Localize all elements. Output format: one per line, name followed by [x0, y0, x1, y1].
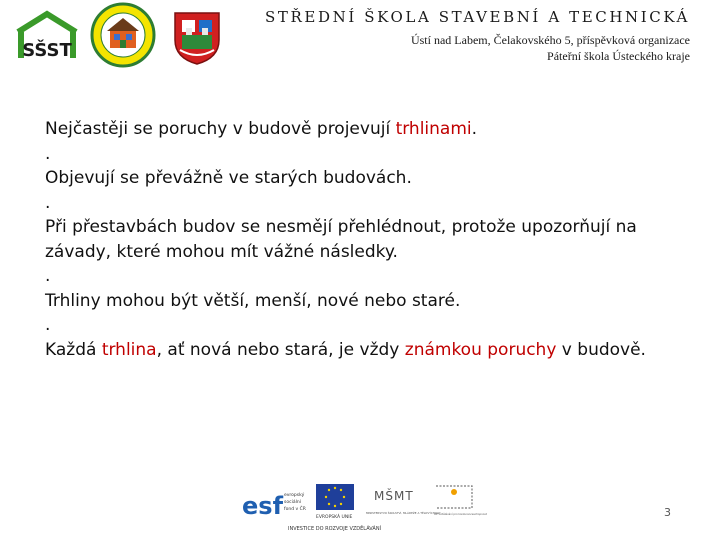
eu-flag-logo: [316, 484, 354, 520]
esf-logo: [242, 491, 306, 520]
school-address: Ústí nad Labem, Čelakovského 5, příspěvková organizace: [410, 33, 690, 47]
eu-text: EVROPSKÁ UNIE: [316, 515, 353, 520]
school-network: Páteřní škola Ústeckého kraje: [547, 49, 690, 63]
esf-text: esf: [242, 492, 284, 520]
paragraph-5: [45, 338, 685, 363]
op-vk-logo: [434, 486, 487, 516]
msmt-sub: MINISTERSTVO ŠKOLSTVÍ, MLÁDEŽE A TĚLOVÝCHOVY: [366, 511, 441, 515]
msmt-text: MŠMT: [374, 489, 414, 503]
highlight-crack: trhlina: [101, 339, 157, 360]
school-info: [411, 32, 690, 64]
esf-sub-1: evropský: [284, 493, 305, 498]
separator-dot: .: [45, 266, 51, 286]
school-name: STŘEDNÍ ŠKOLA STAVEBNÍ A TECHNICKÁ: [265, 8, 690, 26]
paragraph-4: Trhliny mohou být větší, menší, nové nebo staré.: [45, 290, 461, 311]
text: Každá: [45, 339, 102, 360]
paragraph-3: Při přestavbách budov se nesmějí přehlédnout, protože upozorňují na závady, které mohou mít vážné následky.: [45, 217, 637, 262]
highlight-defect-sign: známkou poruchy: [404, 339, 557, 360]
esf-sub-2: sociální: [284, 500, 301, 505]
logo-text: SŠST: [22, 40, 72, 61]
separator-dot: .: [45, 192, 51, 213]
separator-dot: .: [45, 315, 51, 335]
slide-header: [0, 0, 720, 80]
text: Nejčastěji se poruchy v budově projevují: [45, 119, 396, 139]
separator-dot: .: [45, 143, 51, 164]
house-logo-icon: [14, 10, 80, 62]
paragraph-1: [45, 117, 685, 142]
text: v budově.: [556, 339, 646, 360]
footer-slogan: INVESTICE DO ROZVOJE VZDĚLÁVÁNÍ: [288, 526, 382, 532]
text: , ať nová nebo stará, je vždy: [156, 339, 405, 360]
school-badge-icon: [90, 2, 156, 68]
esf-sub-3: fond v ČR: [284, 507, 306, 512]
city-crest-icon: [172, 10, 222, 66]
paragraph-2: Objevují se převážně ve starých budovách.: [45, 168, 412, 188]
msmt-logo: [366, 488, 441, 515]
text: .: [471, 119, 478, 139]
slide-body: [45, 117, 685, 362]
footer-logos: [240, 480, 487, 536]
highlight-cracks: trhlinami: [395, 119, 472, 139]
op-text: OP Vzdělávání pro konkurenceschopnost: [434, 513, 487, 516]
slide-number: 3: [664, 506, 671, 519]
